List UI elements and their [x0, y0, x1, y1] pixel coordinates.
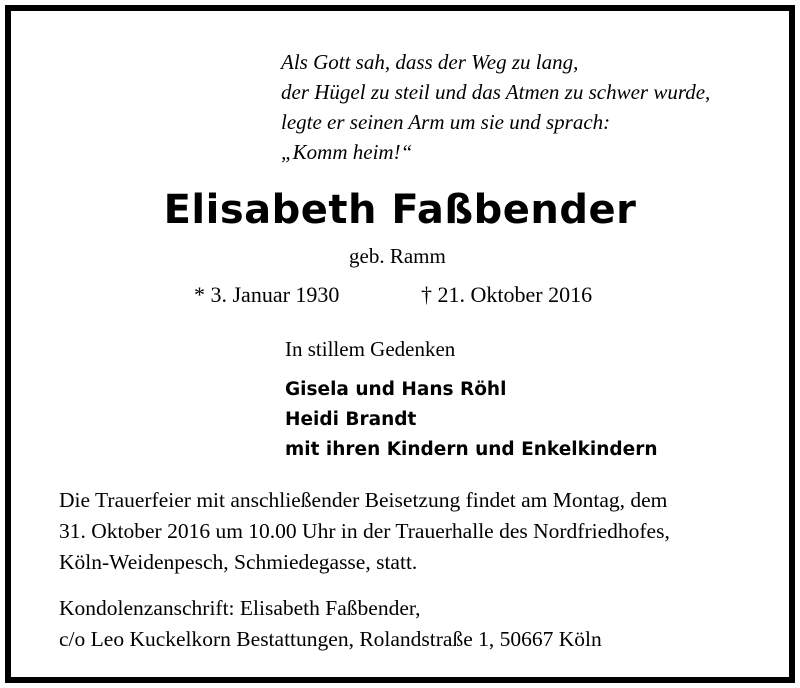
mourner-name: mit ihren Kindern und Enkelkindern [285, 439, 658, 460]
verse [281, 47, 710, 167]
condolence-line: c/o Leo Kuckelkorn Bestattungen, Rolandstraße 1, 50667 Köln [59, 627, 602, 651]
mourner-name: Gisela und Hans Röhl [285, 379, 507, 400]
condolence-line: Kondolenzanschrift: Elisabeth Faßbender, [59, 596, 421, 620]
mourners-list [285, 375, 658, 465]
verse-line: „Komm heim!“ [281, 140, 413, 164]
birth-date: * 3. Januar 1930 [194, 282, 340, 307]
remembrance-intro: In stillem Gedenken [285, 337, 456, 361]
verse-line: Als Gott sah, dass der Weg zu lang, [281, 50, 579, 74]
ceremony-info [59, 485, 670, 578]
maiden-name: geb. Ramm [349, 244, 446, 268]
ceremony-line: 31. Oktober 2016 um 10.00 Uhr in der Trauerhalle des Nordfriedhofes, [59, 519, 670, 543]
ceremony-line: Die Trauerfeier mit anschließender Beisetzung findet am Montag, dem [59, 488, 668, 512]
ceremony-line: Köln-Weidenpesch, Schmiedegasse, statt. [59, 550, 418, 574]
deceased-name: Elisabeth Faßbender [163, 187, 637, 233]
verse-line: legte er seinen Arm um sie und sprach: [281, 110, 611, 134]
condolence-address [59, 593, 602, 655]
obituary-notice [5, 5, 795, 683]
death-date: † 21. Oktober 2016 [421, 282, 593, 307]
mourner-name: Heidi Brandt [285, 409, 417, 430]
verse-line: der Hügel zu steil und das Atmen zu schwer wurde, [281, 80, 711, 104]
